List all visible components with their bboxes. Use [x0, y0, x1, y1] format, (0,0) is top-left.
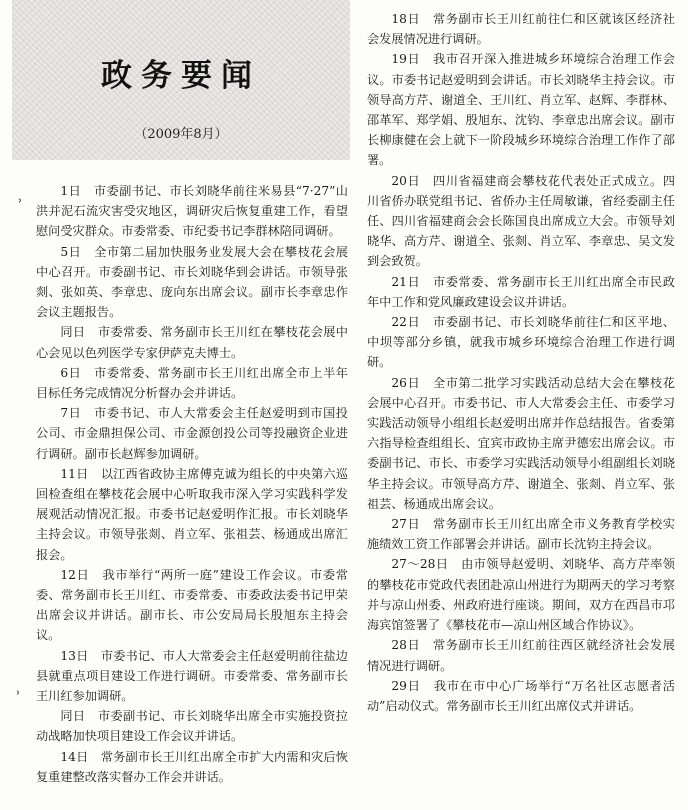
- news-item: 20日 四川省福建商会攀枝花代表处正式成立。四川省侨办联党组书记、省侨办主任周敏谦，省经委副主任任、四川省福建商会会长陈国良出席成立大会。市领导刘晓华、高方芹、谢道全、张剡、肖立军、李章忠、吴文发到会致贺。: [367, 173, 675, 269]
- news-item: 27～28日 由市领导赵爱明、刘晓华、高方芹率领的攀枝花市党政代表团赴凉山州进行为期两天的学习考察并与凉山州委、州政府进行座谈。期间，双方在西昌市邛海宾馆签署了《攀枝花市—凉山州区域合作协议》。: [367, 557, 675, 633]
- issue-date: （2009年8月）: [134, 127, 228, 142]
- news-item: 14日 常务副市长王川红出席全市扩大内需和灾后恢复重建整改落实督办工作会并讲话。: [36, 749, 348, 784]
- news-item: 11日 以江西省政协主席傅克诚为组长的中央第六巡回检查组在攀枝花会展中心听取我市深入学习实践科学发展观活动情况汇报。市委书记赵爱明作汇报。市长刘晓华主持会议。市领导张剡、肖立军、张祖芸、杨通成出席汇报会。: [36, 466, 348, 562]
- news-item: 7日 市委书记、市人大常委会主任赵爱明到市国投公司、市金鼎担保公司、市金源创投公司等投融资企业进行调研。副市长赵辉参加调研。: [36, 406, 348, 461]
- margin-mark: ʾ: [16, 688, 21, 706]
- news-item: 18日 常务副市长王川红前往仁和区就该区经济社会发展情况进行调研。: [367, 12, 675, 47]
- news-item: 同日 市委副书记、市长刘晓华出席全市实施投资拉动战略加快项目建设工作会议并讲话。: [36, 709, 348, 744]
- news-item: 29日 我市在市中心广场举行“万名社区志愿者活动”启动仪式。常务副市长王川红出席仪式并讲话。: [367, 678, 675, 713]
- news-item: 1日 市委副书记、市长刘晓华前往米易县“7·27”山洪并泥石流灾害受灾地区，调研灾后恢复重建工作，看望慰问受灾群众。市委常委、市纪委书记李群林陪同调研。: [36, 184, 348, 239]
- news-item: 13日 市委书记、市人大常委会主任赵爱明前往盐边县就重点项目建设工作进行调研。市委常委、常务副市长王川红参加调研。: [36, 648, 348, 704]
- news-item: 22日 市委副书记、市长刘晓华前往仁和区平地、中坝等部分乡镇，就我市城乡环境综合治理工作进行调研。: [367, 315, 675, 370]
- page-title: 政务要闻: [101, 58, 261, 94]
- news-item: 26日 全市第二批学习实践活动总结大会在攀枝花会展中心召开。市委书记、市人大常委会主任、市委学习实践活动领导小组组长赵爱明出席并作总结报告。省委第六指导检查组组长、宜宾市政协主席尹德宏出席会议。市委副书记、市长、市委学习实践活动领导小组副组长刘晓华主持会议。市领导高方芹、谢道全、张剡、肖立军、张祖芸、杨通成出席会议。: [367, 375, 675, 511]
- news-item: 19日 我市召开深入推进城乡环境综合治理工作会议。市委书记赵爱明到会讲话。市长刘晓华主持会议。市领导高方芹、谢道全、王川红、肖立军、赵辉、李群林、邵革军、郑学娟、殷旭东、沈钧、李章忠出席会议。副市长柳康健在会上就下一阶段城乡环境综合治理工作作了部署。: [367, 52, 675, 168]
- news-item: 27日 常务副市长王川红出席全市义务教育学校实施绩效工资工作部署会并讲话。副市长沈钧主持会议。: [367, 517, 675, 552]
- news-item: 12日 我市举行“两所一庭”建设工作会议。市委常委、常务副市长王川红、市委常委、市委政法委书记甲荣出席会议并讲话。副市长、市公安局局长殷旭东主持会议。: [36, 567, 348, 643]
- news-item: 21日 市委常委、常务副市长王川红出席全市民政年中工作和党风廉政建设会议并讲话。: [367, 274, 675, 309]
- margin-mark: ʾ: [18, 196, 23, 214]
- news-item: 5日 全市第二届加快服务业发展大会在攀枝花会展中心召开。市委副书记、市长刘晓华到会讲话。市领导张剡、张如英、李章忠、庞向东出席会议。副市长李章忠作会议主题报告。: [36, 244, 348, 320]
- news-item: 6日 市委常委、常务副市长王川红出席全市上半年目标任务完成情况分析督办会并讲话。: [36, 365, 348, 401]
- left-column: [36, 181, 348, 787]
- news-item: 同日 市委常委、常务副市长王川红在攀枝花会展中心会见以色列医学专家伊萨克夫博士。: [36, 325, 348, 360]
- news-item: 28日 常务副市长王川红前往西区就经济社会发展情况进行调研。: [367, 638, 675, 673]
- header-box: [12, 0, 350, 160]
- right-column: [367, 9, 675, 716]
